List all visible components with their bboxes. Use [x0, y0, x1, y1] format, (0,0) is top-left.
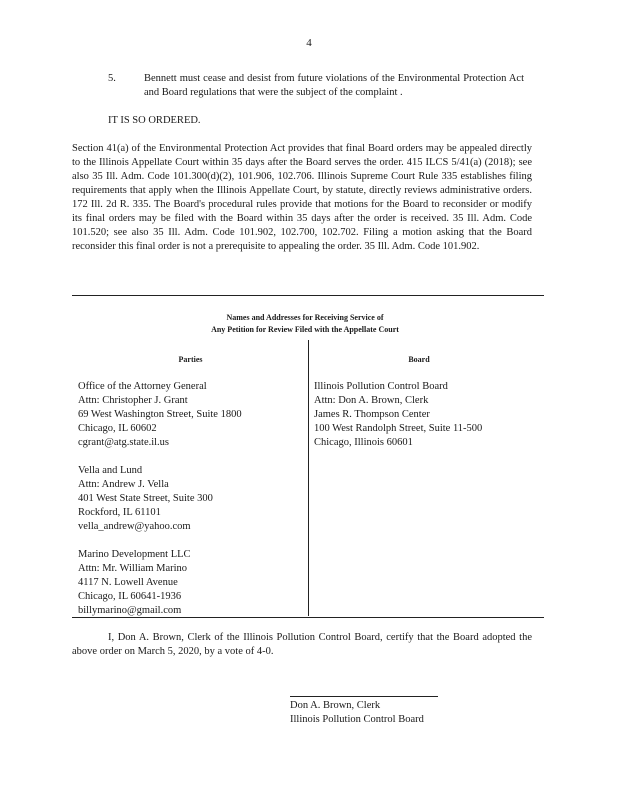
signature-org: Illinois Pollution Control Board — [290, 714, 424, 725]
party-street: 69 West Washington Street, Suite 1800 — [78, 409, 242, 420]
board-header: Board — [408, 355, 430, 364]
caption-line-2: Any Petition for Review Filed with the Appellate Court — [211, 325, 399, 334]
board-building: James R. Thompson Center — [314, 409, 430, 420]
party-city: Chicago, IL 60641-1936 — [78, 591, 182, 602]
signature-line — [290, 696, 438, 697]
board-attn: Attn: Don A. Brown, Clerk — [314, 395, 429, 406]
board-street: 100 West Randolph Street, Suite 11-500 — [314, 423, 483, 434]
clerk-certification: I, Don A. Brown, Clerk of the Illinois Pollution Control Board, certify that the Board adopted the above order on March 5, 2020, by a vote of 4-0. — [72, 632, 532, 657]
caption-line-1: Names and Addresses for Receiving Service of — [226, 313, 384, 322]
party-attorney-general — [78, 380, 303, 450]
page-number: 4 — [306, 37, 312, 49]
table-top-rule — [72, 295, 544, 296]
board-city: Chicago, Illinois 60601 — [314, 437, 413, 448]
board-address — [314, 380, 539, 450]
parties-header: Parties — [178, 355, 203, 364]
board-name: Illinois Pollution Control Board — [314, 381, 448, 392]
party-name: Vella and Lund — [78, 465, 143, 476]
item-number: 5. — [108, 73, 116, 84]
party-email: cgrant@atg.state.il.us — [78, 437, 170, 448]
party-email: vella_andrew@yahoo.com — [78, 521, 191, 532]
party-attn: Attn: Andrew J. Vella — [78, 479, 169, 490]
party-city: Chicago, IL 60602 — [78, 423, 157, 434]
party-street: 401 West State Street, Suite 300 — [78, 493, 213, 504]
signature-block — [290, 699, 424, 727]
party-city: Rockford, IL 61101 — [78, 507, 161, 518]
party-vella-lund — [78, 464, 303, 534]
table-bottom-rule — [72, 617, 544, 618]
signature-name: Don A. Brown, Clerk — [290, 700, 381, 711]
party-attn: Attn: Christopher J. Grant — [78, 395, 188, 406]
party-marino-development — [78, 548, 303, 618]
item-text: Bennett must cease and desist from future violations of the Environmental Protection Act and Board regulations that were the subject of the complaint . — [144, 73, 524, 98]
party-name: Office of the Attorney General — [78, 381, 207, 392]
party-email: billymarino@gmail.com — [78, 605, 182, 616]
appeal-paragraph: Section 41(a) of the Environmental Protection Act provides that final Board orders may be appealed directly to the Illinois Appellate Court within 35 days after the Board serves the order. 415 ILCS 5/41(a) (2018); see also 35 Ill. Adm. Code 101.300(d)(2), 101.906, 102.706. Illinois Supreme Court Rule 335 establishes filing requirements that apply when the Illinois Appellate Court, by statute, directly reviews administrative orders. 172 Ill. 2d R. 335. The Board's procedural rules provide that motions for the Board to reconsider or modify its final orders may be filed with the Board within 35 days after the order is received. 35 Ill. Adm. Code 101.520; see also 35 Ill. Adm. Code 101.902, 102.700, 102.702. Filing a motion asking that the Board reconsider this final order is not a prerequisite to appealing the order. 35 Ill. Adm. Code 101.902. — [72, 143, 532, 252]
column-divider — [308, 340, 309, 616]
so-ordered: IT IS SO ORDERED. — [108, 115, 201, 126]
party-name: Marino Development LLC — [78, 549, 191, 560]
party-attn: Attn: Mr. William Marino — [78, 563, 188, 574]
service-table-caption — [150, 312, 460, 336]
party-street: 4117 N. Lowell Avenue — [78, 577, 178, 588]
